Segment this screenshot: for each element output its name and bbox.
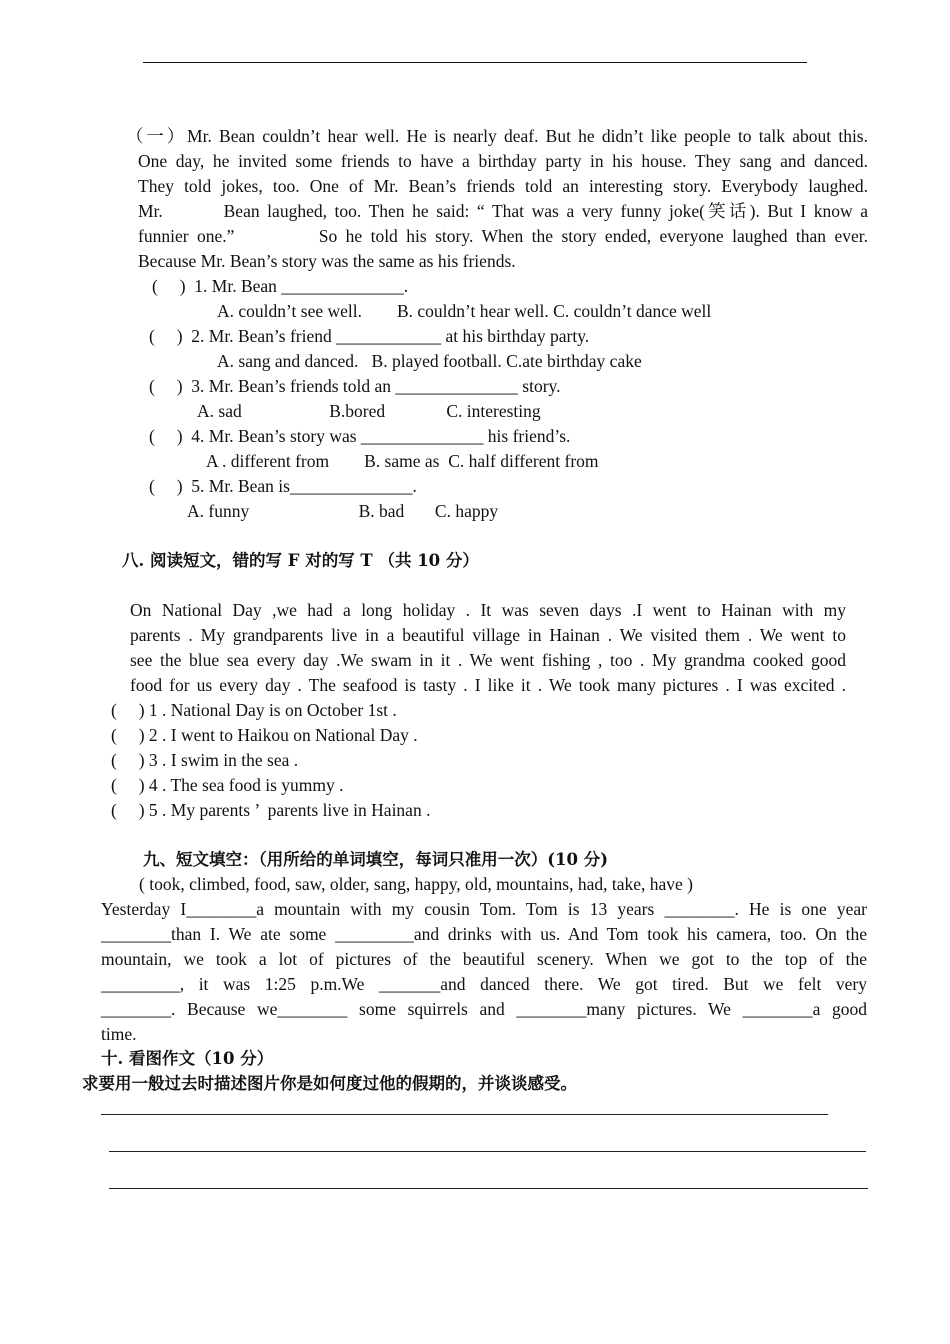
passage-line: ________. Because we________ some squirrels and ________many pictures. We ________a good	[101, 999, 867, 1019]
passage-line: （一）Mr. Bean couldn’t hear well. He is nearly deaf. But he didn’t like people to talk about this.	[126, 126, 868, 146]
tf-statement: ( ) 3 . I swim in the sea .	[111, 750, 299, 770]
passage-line: funnier one.” So he told his story. When the story ended, everyone laughed than ever.	[138, 226, 868, 246]
tf-statement: ( ) 5 . My parents ’ parents live in Hainan .	[111, 800, 431, 820]
writing-line[interactable]	[101, 1114, 828, 1115]
question-options: A. couldn’t see well. B. couldn’t hear well. C. couldn’t dance well	[217, 301, 712, 321]
section10-instruction: 求要用一般过去时描述图片你是如何度过他的假期的，并谈谈感受。	[82, 1074, 577, 1093]
question-stem: ( ) 1. Mr. Bean ______________.	[152, 276, 409, 296]
passage-line: Because Mr. Bean’s story was the same as his friends.	[138, 251, 516, 271]
header-rule	[143, 62, 807, 63]
passage-line: Mr. Bean laughed, too. Then he said: “ That was a very funny joke(笑话). But I know a	[138, 201, 868, 221]
question-stem: ( ) 4. Mr. Bean’s story was ______________ his friend’s.	[149, 426, 571, 446]
question-options: A. funny B. bad C. happy	[187, 501, 499, 521]
section9-heading: 九、短文填空：（用所给的单词填空，每词只准用一次）(10 分)	[143, 850, 609, 869]
passage-line: see the blue sea every day .We swam in it . We went fishing , too . My grandma cooked good	[130, 650, 846, 670]
tf-statement: ( ) 2 . I went to Haikou on National Day .	[111, 725, 418, 745]
passage-line: On National Day ,we had a long holiday . It was seven days .I went to Hainan with my	[130, 600, 846, 620]
writing-line[interactable]	[109, 1188, 868, 1189]
tf-statement: ( ) 1 . National Day is on October 1st .	[111, 700, 397, 720]
passage-line: Yesterday I________a mountain with my cousin Tom. Tom is 13 years ________. He is one year	[101, 899, 867, 919]
question-stem: ( ) 2. Mr. Bean’s friend ____________ at his birthday party.	[149, 326, 590, 346]
passage-line: They told jokes, too. One of Mr. Bean’s friends told an interesting story. Everybody laughed.	[138, 176, 868, 196]
question-stem: ( ) 5. Mr. Bean is______________.	[149, 476, 417, 496]
passage-line: time.	[101, 1024, 137, 1044]
question-stem: ( ) 3. Mr. Bean’s friends told an ______________ story.	[149, 376, 561, 396]
passage-line: ________than I. We ate some _________and drinks with us. And Tom took his camera, too. On the	[101, 924, 867, 944]
question-options: A. sad B.bored C. interesting	[197, 401, 541, 421]
passage-line: food for us every day . The seafood is tasty . I like it . We took many pictures . I was excited .	[130, 675, 846, 695]
section8-heading: 八. 阅读短文，错的写 F 对的写 T （共 10 分）	[122, 551, 479, 570]
question-options: A . different from B. same as C. half different from	[206, 451, 599, 471]
word-bank: ( took, climbed, food, saw, older, sang, happy, old, mountains, had, take, have )	[139, 874, 693, 894]
question-options: A. sang and danced. B. played football. C.ate birthday cake	[217, 351, 642, 371]
passage-line: _________, it was 1:25 p.m.We _______and danced there. We got tired. But we felt very	[101, 974, 867, 994]
passage-line: parents . My grandparents live in a beautiful village in Hainan . We visited them . We went to	[130, 625, 846, 645]
passage-line: mountain, we took a lot of pictures of the beautiful scenery. When we got to the top of the	[101, 949, 867, 969]
section10-heading: 十. 看图作文（10 分）	[101, 1049, 274, 1068]
passage-line: One day, he invited some friends to have a birthday party in his house. They sang and danced.	[138, 151, 868, 171]
tf-statement: ( ) 4 . The sea food is yummy .	[111, 775, 344, 795]
writing-line[interactable]	[109, 1151, 866, 1152]
